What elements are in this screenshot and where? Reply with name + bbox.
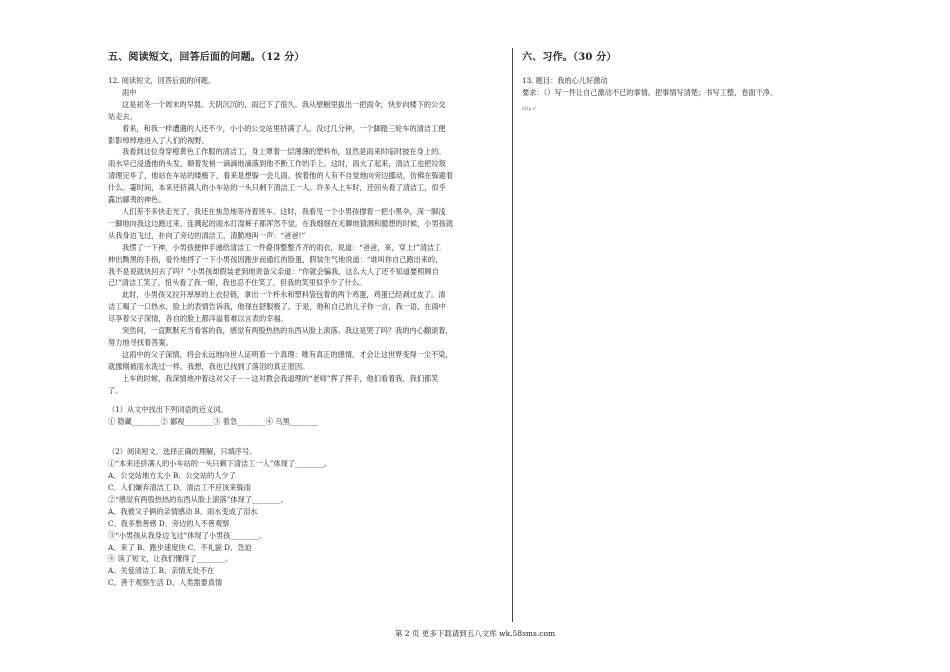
story-line: 己!”清洁工笑了，扭头看了我一眼，我也忍不住笑了，但我的笑里似乎少了什么。 (108, 278, 367, 288)
q2-line: A、我被父子俩的亲情感动 B、雨水变成了泪水 (108, 506, 258, 516)
story-text (108, 99, 503, 397)
story-line: 尽享着父子深情，各自的脸上都洋溢着难以言表的幸福。 (108, 314, 288, 324)
q1-items: ① 隐藏________② 鄙视________③ 着急________④ 乌黑________ (108, 417, 319, 427)
story-line: 我不是说就快回去了吗？”小男孩却假装老到地责备父亲道：“你就会骗我，这么大人了还不知道要照顾自 (108, 266, 439, 276)
q1-prompt: （1）从文中找出下列词语的近义词。 (108, 405, 228, 415)
q2-line: ③“小男孩从我身边飞过”体现了小男孩________。 (108, 530, 267, 540)
story-line: 我看到这位身穿橙黄色工作服的清洁工，身上罩着一层薄薄的塑料布，显然是雨来时临时披在身上的。 (122, 147, 446, 157)
question-13: 13. 题目：我的心儿好激动 (522, 76, 608, 85)
story-line: 一脚地向我这边跑过来，连溅起的雨水打湿裤子都浑然不觉。在我细细在无聊地猜测和臆想的时候，小男孩就 (108, 218, 454, 228)
reading-section (108, 48, 503, 589)
story-title: 雨中 (122, 87, 137, 97)
story-line: 看来，和我一样遭遇的人还不少，小小的公交站里挤满了人。没过几分钟，一个脚踏三轮车的清洁工便 (122, 123, 446, 133)
story-line: 露出鄙夷的神色。 (108, 195, 166, 205)
story-line: 了。 (108, 385, 123, 395)
story-line: 就像刚被雨水洗过一样。我想，我也已找到了落泪的真正原因。 (108, 361, 310, 371)
q2-line: A、关爱清洁工 B、亲情无处不在 (108, 566, 215, 576)
q2-line: ②“感觉有两股热热的东西从脸上滚落”体现了________。 (108, 494, 288, 504)
q2-line: C、善于观察生活 D、人类需要真情 (108, 578, 223, 588)
story-line: 上车的时候，我深情地冲着这对父子－－这对教会我道理的“老师”挥了挥手，他们看着我，我们都笑 (122, 373, 439, 383)
q2-line: C、我多愁善感 D、旁边的人不善观察 (108, 518, 230, 528)
story-line: 人们差不多快走光了，我还在焦急地等待着班车。这时，我看见一个小男孩撑着一把小黑伞，深一脚浅 (122, 206, 446, 216)
q2-line: A、来了 B、跑步速度快 C、不礼貌 D、急迫 (108, 542, 252, 552)
story-line: 我愣了一下神，小男孩便伸手递给清洁工一件叠得整整齐齐的雨衣，说道：“爸爸，来，穿上!”清洁工 (122, 242, 442, 252)
reading-section-title: 五、阅读短文，回答后面的问题。（12 分） (108, 52, 305, 63)
story-line: 站走去。 (108, 111, 137, 121)
writing-section (522, 48, 852, 112)
q2-prompt: （2）阅读短文，选择正确的理解，只填序号。 (108, 447, 257, 457)
story-line: 突然间，一直默默充当看客的我，感觉有两股热热的东西从脸上滚落。我这是哭了吗？我的内心翻滚着， (122, 326, 453, 336)
story-line: 努力地寻找着答案。 (108, 337, 173, 347)
story-line: 影影绰绰地进入了人们的视野。 (108, 135, 209, 145)
story-line: 这是初冬一个周末的早晨。天阴沉沉的，雨已下了很久。我从壁橱里拔出一把雨伞，快步向楼下的公交 (122, 99, 446, 109)
story-line: 洁工喝了一口热水，脸上的表情告诉我，他现在舒服极了。于是，他和自己的儿子你一言，我一语，在雨中 (108, 302, 446, 312)
story-line: 什么。霎时间，本来还挤满人的小车站的一头只剩下清洁工一人。许多人上车时，还回头看了清洁工，似乎 (108, 183, 446, 193)
page-footer: 第 2 页 更多下载请到五八文库 wk.58sms.com (394, 629, 556, 638)
q2-line: ④ 读了短文，让我们懂得了________。 (108, 554, 233, 564)
question-12: 12. 阅读短文，回答后面的问题。 (108, 76, 216, 85)
story-line: 这雨中的父子深情，将会永远地向世人证明着一个真理：唯有真正的感情，才会让这世界变得一尘不染， (122, 349, 453, 359)
story-line: 从我身边飞过，扑向了旁边的清洁工，清脆地叫一声：“爸爸!” (108, 230, 306, 240)
q2-line: A、公交站地方太小 B、公交站的人少了 (108, 471, 236, 481)
story-line: 雨水早已浸透他的头发，顺着发梢一滴滴地滴落到他不断工作的手上。这时，雨大了起来，清洁工也把垃圾 (108, 159, 446, 169)
story-line: 伸出黝黑的手指，爱怜地捋了一下小男孩因跑步而通红的脸蛋，假装生气地说道：“谁叫你自己跑出来的， (108, 254, 443, 264)
writing-requirement: 要求：（）写一件让自己激动不已的事情。把事情写清楚；书写工整，卷面干净。 (522, 87, 778, 97)
story-line: 此时，小男孩又拉开厚厚的上衣拉链，拿出一个杯水和塑料袋包着的两个鸡蛋，鸡蛋已经剥过皮了。清 (122, 290, 446, 300)
story-line: 清理完毕了，他站在车站的矮檐下，看来是想躲一会儿雨。挨着他的人有不自觉地向旁边挪动，仿佛在躲避着 (108, 171, 454, 181)
q2-options (108, 458, 503, 589)
column-divider (512, 48, 513, 622)
q2-line: C、人们嫌弃清洁工 D、清洁工不应该来躲雨 (108, 483, 251, 492)
tiny-note: http:// (522, 106, 536, 112)
q2-line: ①“本来还挤满人的小车站的一头只剩下清洁工一人”体现了________。 (108, 459, 331, 469)
writing-section-title: 六、习作。（30 分） (522, 52, 617, 63)
